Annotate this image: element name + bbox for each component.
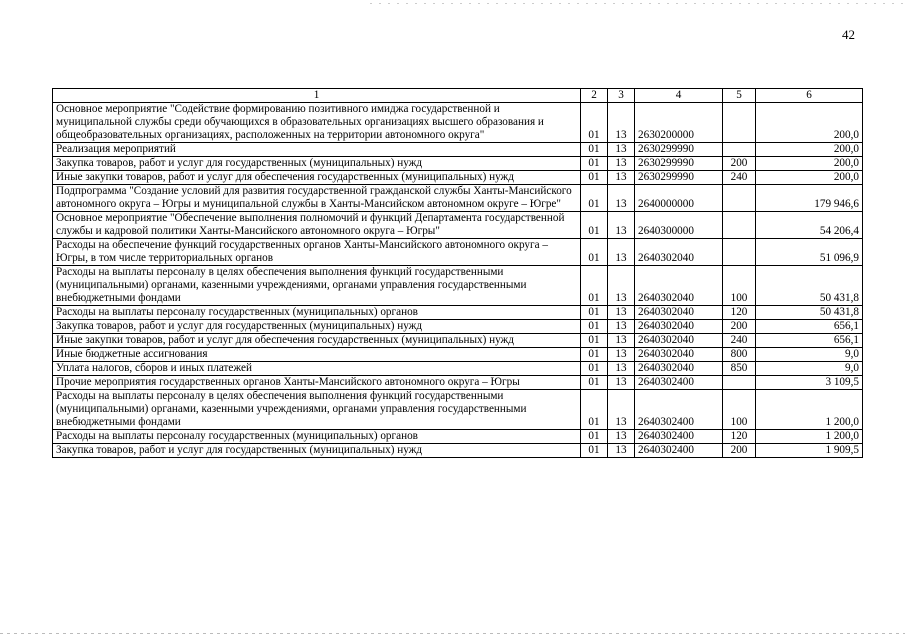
scan-artifact-top: [370, 3, 905, 4]
cell-name: Иные закупки товаров, работ и услуг для обеспечения государственных (муниципальных) нужд: [53, 171, 581, 185]
cell-section: 01: [581, 376, 608, 390]
cell-expense-type: 240: [723, 334, 756, 348]
cell-target-code: 2640000000: [635, 185, 723, 212]
table-row: [53, 103, 863, 143]
cell-section: 01: [581, 103, 608, 143]
cell-section: 01: [581, 185, 608, 212]
table-row: [53, 320, 863, 334]
cell-target-code: 2640302400: [635, 376, 723, 390]
cell-section: 01: [581, 266, 608, 306]
cell-expense-type: [723, 212, 756, 239]
cell-amount: 54 206,4: [756, 212, 863, 239]
cell-expense-type: 200: [723, 320, 756, 334]
cell-target-code: 2640302040: [635, 320, 723, 334]
table-row: [53, 430, 863, 444]
cell-name: Основное мероприятие "Содействие формированию позитивного имиджа государственной и муниципальной службы среди обучающихся в образовательных организациях высшего образования и общеобразовательных организациях, расположенных на территории автономного округа": [53, 103, 581, 143]
cell-section: 01: [581, 348, 608, 362]
cell-subsection: 13: [608, 212, 635, 239]
page-number: 42: [842, 27, 855, 42]
cell-amount: 1 200,0: [756, 430, 863, 444]
column-header-name: 1: [53, 89, 581, 103]
cell-amount: 200,0: [756, 157, 863, 171]
column-header-amount: 6: [756, 89, 863, 103]
cell-target-code: 2640302400: [635, 430, 723, 444]
cell-expense-type: [723, 143, 756, 157]
cell-target-code: 2640302040: [635, 348, 723, 362]
cell-section: 01: [581, 239, 608, 266]
cell-section: 01: [581, 143, 608, 157]
cell-expense-type: [723, 103, 756, 143]
budget-table: [52, 88, 863, 458]
cell-subsection: 13: [608, 103, 635, 143]
table-header-row: [53, 89, 863, 103]
cell-subsection: 13: [608, 334, 635, 348]
cell-expense-type: 120: [723, 306, 756, 320]
cell-subsection: 13: [608, 185, 635, 212]
cell-name: Подпрограмма "Создание условий для развития государственной гражданской службы Ханты-Мансийского автономного округа – Югры и муниципальной службы в Ханты-Мансийском автономном округе – Югре": [53, 185, 581, 212]
cell-section: 01: [581, 444, 608, 458]
cell-amount: 179 946,6: [756, 185, 863, 212]
cell-section: 01: [581, 306, 608, 320]
cell-name: Закупка товаров, работ и услуг для государственных (муниципальных) нужд: [53, 444, 581, 458]
cell-target-code: 2640300000: [635, 212, 723, 239]
table-row: [53, 212, 863, 239]
cell-name: Расходы на выплаты персоналу в целях обеспечения выполнения функций государственными (муниципальными) органами, казенными учреждениями, органами управления государственными внебюджетными фондами: [53, 266, 581, 306]
table-row: [53, 444, 863, 458]
cell-amount: 50 431,8: [756, 306, 863, 320]
cell-target-code: 2630299990: [635, 171, 723, 185]
cell-amount: 656,1: [756, 334, 863, 348]
cell-expense-type: [723, 376, 756, 390]
table-row: [53, 143, 863, 157]
cell-amount: 51 096,9: [756, 239, 863, 266]
table-row: [53, 348, 863, 362]
cell-section: 01: [581, 334, 608, 348]
cell-expense-type: 800: [723, 348, 756, 362]
cell-name: Расходы на выплаты персоналу в целях обеспечения выполнения функций государственными (муниципальными) органами, казенными учреждениями, органами управления государственными внебюджетными фондами: [53, 390, 581, 430]
cell-subsection: 13: [608, 266, 635, 306]
cell-amount: 9,0: [756, 362, 863, 376]
cell-subsection: 13: [608, 143, 635, 157]
column-header-expense-type: 5: [723, 89, 756, 103]
cell-section: 01: [581, 320, 608, 334]
cell-expense-type: 200: [723, 444, 756, 458]
cell-section: 01: [581, 390, 608, 430]
cell-subsection: 13: [608, 171, 635, 185]
cell-expense-type: 100: [723, 390, 756, 430]
cell-name: Уплата налогов, сборов и иных платежей: [53, 362, 581, 376]
table-row: [53, 157, 863, 171]
cell-expense-type: 100: [723, 266, 756, 306]
cell-subsection: 13: [608, 157, 635, 171]
table-row: [53, 185, 863, 212]
cell-name: Иные бюджетные ассигнования: [53, 348, 581, 362]
cell-name: Закупка товаров, работ и услуг для государственных (муниципальных) нужд: [53, 157, 581, 171]
cell-target-code: 2630299990: [635, 157, 723, 171]
cell-name: Расходы на выплаты персоналу государственных (муниципальных) органов: [53, 430, 581, 444]
cell-target-code: 2640302040: [635, 266, 723, 306]
cell-amount: 200,0: [756, 103, 863, 143]
cell-amount: 3 109,5: [756, 376, 863, 390]
cell-subsection: 13: [608, 306, 635, 320]
cell-amount: 1 909,5: [756, 444, 863, 458]
table-row: [53, 334, 863, 348]
cell-section: 01: [581, 430, 608, 444]
cell-subsection: 13: [608, 320, 635, 334]
table-row: [53, 362, 863, 376]
cell-section: 01: [581, 157, 608, 171]
cell-amount: 9,0: [756, 348, 863, 362]
table-row: [53, 306, 863, 320]
cell-subsection: 13: [608, 376, 635, 390]
cell-subsection: 13: [608, 444, 635, 458]
cell-name: Закупка товаров, работ и услуг для государственных (муниципальных) нужд: [53, 320, 581, 334]
cell-target-code: 2630200000: [635, 103, 723, 143]
cell-expense-type: [723, 185, 756, 212]
cell-expense-type: 120: [723, 430, 756, 444]
cell-expense-type: 240: [723, 171, 756, 185]
cell-subsection: 13: [608, 390, 635, 430]
cell-amount: 1 200,0: [756, 390, 863, 430]
cell-section: 01: [581, 362, 608, 376]
cell-name: Прочие мероприятия государственных органов Ханты-Мансийского автономного округа – Югры: [53, 376, 581, 390]
table-row: [53, 239, 863, 266]
table-row: [53, 376, 863, 390]
cell-target-code: 2640302400: [635, 390, 723, 430]
table-row: [53, 390, 863, 430]
cell-amount: 656,1: [756, 320, 863, 334]
cell-name: Расходы на обеспечение функций государственных органов Ханты-Мансийского автономного округа – Югры, в том числе территориальных органов: [53, 239, 581, 266]
cell-target-code: 2640302040: [635, 306, 723, 320]
table-row: [53, 171, 863, 185]
cell-subsection: 13: [608, 239, 635, 266]
table-row: [53, 266, 863, 306]
scan-artifact-bottom: [0, 633, 905, 634]
cell-target-code: 2640302040: [635, 362, 723, 376]
cell-name: Иные закупки товаров, работ и услуг для обеспечения государственных (муниципальных) нужд: [53, 334, 581, 348]
cell-target-code: 2630299990: [635, 143, 723, 157]
cell-name: Реализация мероприятий: [53, 143, 581, 157]
cell-amount: 200,0: [756, 143, 863, 157]
cell-expense-type: 200: [723, 157, 756, 171]
cell-subsection: 13: [608, 430, 635, 444]
cell-subsection: 13: [608, 362, 635, 376]
cell-amount: 50 431,8: [756, 266, 863, 306]
cell-expense-type: 850: [723, 362, 756, 376]
column-header-target-code: 4: [635, 89, 723, 103]
cell-section: 01: [581, 212, 608, 239]
column-header-subsection: 3: [608, 89, 635, 103]
cell-name: Расходы на выплаты персоналу государственных (муниципальных) органов: [53, 306, 581, 320]
cell-target-code: 2640302400: [635, 444, 723, 458]
cell-name: Основное мероприятие "Обеспечение выполнения полномочий и функций Департамента государственной службы и кадровой политики Ханты-Мансийского автономного округа – Югры": [53, 212, 581, 239]
cell-target-code: 2640302040: [635, 334, 723, 348]
cell-expense-type: [723, 239, 756, 266]
column-header-section: 2: [581, 89, 608, 103]
cell-subsection: 13: [608, 348, 635, 362]
cell-amount: 200,0: [756, 171, 863, 185]
cell-target-code: 2640302040: [635, 239, 723, 266]
cell-section: 01: [581, 171, 608, 185]
